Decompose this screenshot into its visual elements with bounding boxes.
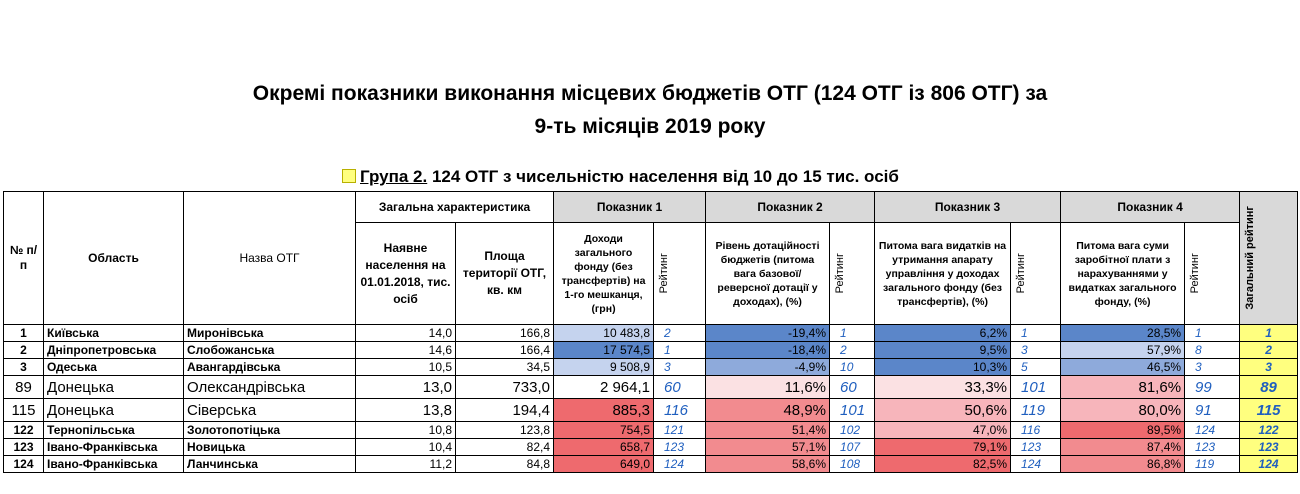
row-ind3-rating: 5: [1011, 359, 1061, 376]
row-ind2-rating: 1: [830, 325, 875, 342]
row-ind2-rating: 102: [830, 422, 875, 439]
row-ind2-rating: 101: [830, 399, 875, 422]
row-oblast: Донецька: [44, 399, 184, 422]
row-ind1-value: 2 964,1: [554, 376, 654, 399]
row-ind1-rating: 1: [654, 342, 706, 359]
row-ind2-value: -19,4%: [706, 325, 830, 342]
row-number: 1: [4, 325, 44, 342]
row-ind3-rating: 119: [1011, 399, 1061, 422]
row-number: 2: [4, 342, 44, 359]
row-ind4-value: 81,6%: [1061, 376, 1185, 399]
row-name: Слобожанська: [184, 342, 356, 359]
row-ind3-rating: 101: [1011, 376, 1061, 399]
row-population: 10,4: [356, 439, 456, 456]
row-population: 10,5: [356, 359, 456, 376]
row-area: 34,5: [456, 359, 554, 376]
row-ind1-value: 754,5: [554, 422, 654, 439]
row-ind3-value: 82,5%: [875, 456, 1011, 473]
col-header-name: Назва ОТГ: [184, 192, 356, 325]
row-overall-rating: 115: [1240, 399, 1298, 422]
row-area: 123,8: [456, 422, 554, 439]
table-row: [4, 439, 1298, 456]
col-header-oblast: Область: [44, 192, 184, 325]
table-row: [4, 342, 1298, 359]
col-header-num: № п/п: [4, 192, 44, 325]
table-row: [4, 422, 1298, 439]
row-ind2-rating: 60: [830, 376, 875, 399]
col-header-rating-3: Рейтинг: [1015, 253, 1028, 294]
row-ind1-value: 885,3: [554, 399, 654, 422]
row-ind3-rating: 116: [1011, 422, 1061, 439]
col-header-rating-4: Рейтинг: [1189, 253, 1202, 294]
row-ind2-value: -18,4%: [706, 342, 830, 359]
row-area: 733,0: [456, 376, 554, 399]
row-area: 194,4: [456, 399, 554, 422]
col-header-ind4: Показник 4: [1061, 192, 1240, 223]
col-header-rating-1: Рейтинг: [658, 253, 670, 294]
row-ind3-rating: 123: [1011, 439, 1061, 456]
col-header-overall-cell: [1240, 192, 1298, 325]
row-ind4-value: 57,9%: [1061, 342, 1185, 359]
row-ind1-rating: 60: [654, 376, 706, 399]
row-area: 166,8: [456, 325, 554, 342]
col-header-ind1-desc: Доходи загального фонду (без трансфертів) на 1-го мешканця, (грн): [554, 223, 654, 325]
row-ind3-value: 10,3%: [875, 359, 1011, 376]
row-name: Сіверська: [184, 399, 356, 422]
col-header-ind1: Показник 1: [554, 192, 706, 223]
row-name: Ланчинська: [184, 456, 356, 473]
col-header-general: Загальна характеристика: [356, 192, 554, 223]
row-ind2-value: 11,6%: [706, 376, 830, 399]
row-ind3-value: 6,2%: [875, 325, 1011, 342]
row-ind1-value: 17 574,5: [554, 342, 654, 359]
row-ind3-value: 79,1%: [875, 439, 1011, 456]
row-ind1-rating: 121: [654, 422, 706, 439]
row-area: 84,8: [456, 456, 554, 473]
title-line-1: Окремі показники виконання місцевих бюджетів ОТГ (124 ОТГ із 806 ОТГ) за: [252, 82, 1048, 105]
table-row: [4, 399, 1298, 422]
row-name: Новицька: [184, 439, 356, 456]
col-header-ind3-desc: Питома вага видатків на утримання апарату управління у доходах загального фонду (без трансфертів), (%): [875, 223, 1011, 325]
table-row: [4, 325, 1298, 342]
row-name: Миронівська: [184, 325, 356, 342]
row-ind2-value: 51,4%: [706, 422, 830, 439]
row-ind4-rating: 8: [1185, 342, 1240, 359]
col-header-rating-1-cell: [654, 223, 706, 325]
col-header-area: Площа території ОТГ, кв. км: [456, 223, 554, 325]
row-ind4-rating: 119: [1185, 456, 1240, 473]
row-ind4-rating: 91: [1185, 399, 1240, 422]
row-name: Авангардівська: [184, 359, 356, 376]
row-ind2-rating: 2: [830, 342, 875, 359]
row-ind3-rating: 3: [1011, 342, 1061, 359]
row-ind1-value: 10 483,8: [554, 325, 654, 342]
row-ind1-value: 9 508,9: [554, 359, 654, 376]
indicators-table: [3, 191, 1298, 473]
group-description: 124 ОТГ з чисельністю населення від 10 до 15 тис. осіб: [427, 167, 899, 186]
row-ind4-rating: 1: [1185, 325, 1240, 342]
row-ind3-value: 47,0%: [875, 422, 1011, 439]
row-name: Олександрівська: [184, 376, 356, 399]
col-header-ind2: Показник 2: [706, 192, 875, 223]
row-ind1-value: 658,7: [554, 439, 654, 456]
col-header-rating-4-cell: [1185, 223, 1240, 325]
group-label: Група 2.: [360, 167, 428, 186]
row-oblast: Івано-Франківська: [44, 439, 184, 456]
row-overall-rating: 123: [1240, 439, 1298, 456]
row-ind4-value: 86,8%: [1061, 456, 1185, 473]
row-area: 166,4: [456, 342, 554, 359]
row-ind1-rating: 3: [654, 359, 706, 376]
row-ind2-rating: 107: [830, 439, 875, 456]
row-population: 14,0: [356, 325, 456, 342]
row-number: 122: [4, 422, 44, 439]
title-line-2: 9-ть місяців 2019 року: [534, 115, 766, 138]
row-ind2-value: -4,9%: [706, 359, 830, 376]
col-header-ind2-desc: Рівень дотаційності бюджетів (питома вага базової/ реверсної дотації у доходах), (%): [706, 223, 830, 325]
row-ind3-rating: 1: [1011, 325, 1061, 342]
row-ind4-rating: 99: [1185, 376, 1240, 399]
row-number: 123: [4, 439, 44, 456]
row-ind1-rating: 124: [654, 456, 706, 473]
row-oblast: Дніпропетровська: [44, 342, 184, 359]
row-overall-rating: 124: [1240, 456, 1298, 473]
row-oblast: Одеська: [44, 359, 184, 376]
row-oblast: Тернопільська: [44, 422, 184, 439]
col-header-population: Наявне населення на 01.01.2018, тис. осіб: [356, 223, 456, 325]
row-ind4-rating: 3: [1185, 359, 1240, 376]
row-ind4-value: 46,5%: [1061, 359, 1185, 376]
row-population: 13,8: [356, 399, 456, 422]
row-ind4-rating: 123: [1185, 439, 1240, 456]
col-header-rating-3-cell: [1011, 223, 1061, 325]
row-ind4-value: 87,4%: [1061, 439, 1185, 456]
table-row: [4, 359, 1298, 376]
row-number: 89: [4, 376, 44, 399]
row-ind4-value: 28,5%: [1061, 325, 1185, 342]
row-ind1-rating: 123: [654, 439, 706, 456]
row-oblast: Івано-Франківська: [44, 456, 184, 473]
row-overall-rating: 89: [1240, 376, 1298, 399]
row-overall-rating: 2: [1240, 342, 1298, 359]
row-ind3-rating: 124: [1011, 456, 1061, 473]
yellow-square-icon: [342, 169, 356, 183]
col-header-overall: Загальний рейтинг: [1244, 206, 1257, 310]
row-ind1-rating: 2: [654, 325, 706, 342]
table-body: [4, 325, 1298, 473]
col-header-rating-2-cell: [830, 223, 875, 325]
row-ind2-value: 48,9%: [706, 399, 830, 422]
row-population: 10,8: [356, 422, 456, 439]
row-ind3-value: 50,6%: [875, 399, 1011, 422]
row-number: 3: [4, 359, 44, 376]
row-ind4-value: 89,5%: [1061, 422, 1185, 439]
row-ind2-value: 58,6%: [706, 456, 830, 473]
row-ind2-rating: 108: [830, 456, 875, 473]
row-population: 13,0: [356, 376, 456, 399]
row-oblast: Донецька: [44, 376, 184, 399]
row-area: 82,4: [456, 439, 554, 456]
row-ind3-value: 9,5%: [875, 342, 1011, 359]
row-population: 14,6: [356, 342, 456, 359]
row-ind1-rating: 116: [654, 399, 706, 422]
row-ind4-value: 80,0%: [1061, 399, 1185, 422]
group-subtitle: [342, 167, 899, 187]
row-number: 124: [4, 456, 44, 473]
row-ind4-rating: 124: [1185, 422, 1240, 439]
row-oblast: Київська: [44, 325, 184, 342]
table-row: [4, 456, 1298, 473]
col-header-rating-2: Рейтинг: [834, 253, 847, 294]
row-ind3-value: 33,3%: [875, 376, 1011, 399]
row-overall-rating: 3: [1240, 359, 1298, 376]
col-header-ind4-desc: Питома вага суми заробітної плати з нарахуваннями у видатках загального фонду, (%): [1061, 223, 1185, 325]
row-population: 11,2: [356, 456, 456, 473]
row-overall-rating: 1: [1240, 325, 1298, 342]
row-ind1-value: 649,0: [554, 456, 654, 473]
row-number: 115: [4, 399, 44, 422]
table-row: [4, 376, 1298, 399]
row-ind2-rating: 10: [830, 359, 875, 376]
row-ind2-value: 57,1%: [706, 439, 830, 456]
row-overall-rating: 122: [1240, 422, 1298, 439]
row-name: Золотопотіцька: [184, 422, 356, 439]
col-header-ind3: Показник 3: [875, 192, 1061, 223]
